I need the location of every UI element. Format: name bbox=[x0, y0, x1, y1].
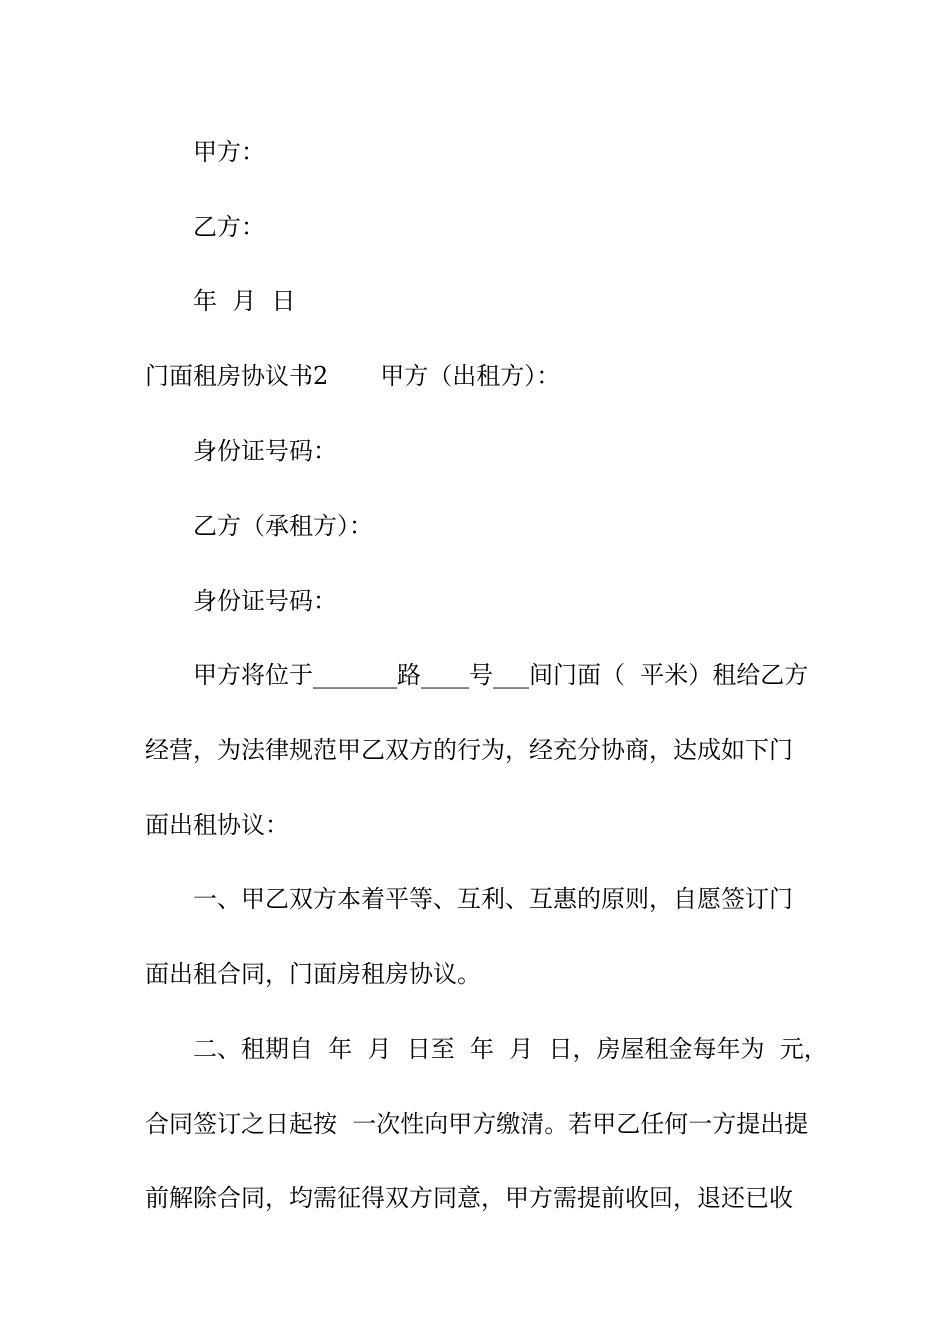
lessee-label: 乙方（承租方）： bbox=[193, 512, 373, 540]
date-line: 年 月 日 bbox=[193, 287, 296, 315]
paragraph-line: 甲方将位于_______路____号___间门面（ 平米）租给乙方 bbox=[193, 661, 809, 689]
lessor-label: 甲方（出租方）： bbox=[380, 362, 561, 390]
clause-one-line: 面出租合同，门面房租房协议。 bbox=[145, 960, 481, 988]
clause-two-line: 合同签订之日起按 一次性向甲方缴清。若甲乙任何一方提出提 bbox=[145, 1110, 809, 1138]
party-a-line: 甲方： bbox=[193, 138, 265, 166]
lessee-id-line: 身份证号码： bbox=[193, 587, 337, 615]
agreement-title: 门面租房协议书2 bbox=[145, 362, 329, 390]
clause-one-line: 一、甲乙双方本着平等、互利、互惠的原则，自愿签订门 bbox=[193, 885, 793, 913]
agreement-title-row bbox=[145, 361, 560, 391]
paragraph-line: 经营，为法律规范甲乙双方的行为，经充分协商，达成如下门 bbox=[145, 736, 793, 764]
clause-two-line: 前解除合同，均需征得双方同意，甲方需提前收回，退还已收 bbox=[145, 1184, 793, 1212]
lessor-id-line: 身份证号码： bbox=[193, 437, 337, 465]
clause-two-line: 二、租期自 年 月 日至 年 月 日，房屋租金每年为 元， bbox=[193, 1035, 828, 1063]
party-b-line: 乙方： bbox=[193, 213, 265, 241]
paragraph-line: 面出租协议： bbox=[145, 811, 289, 839]
